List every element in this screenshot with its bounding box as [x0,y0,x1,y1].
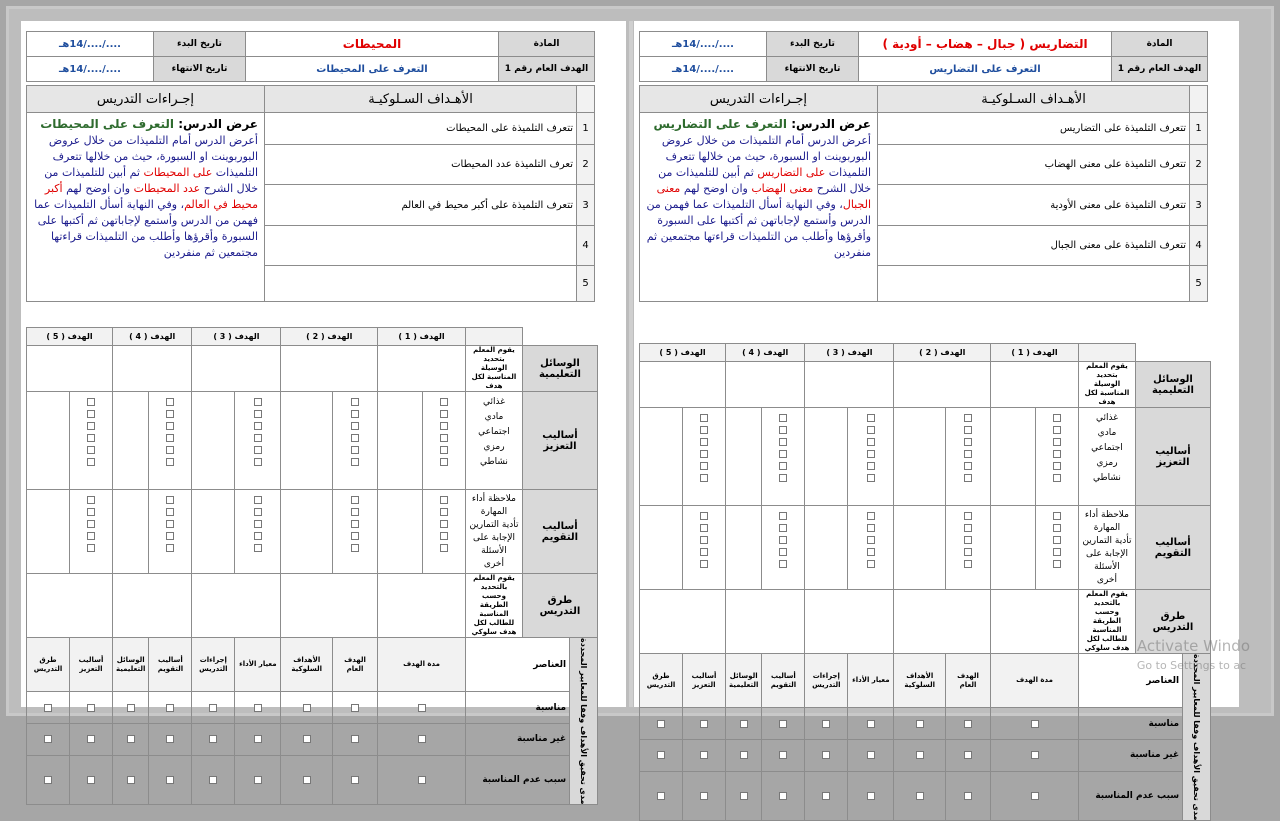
checkbox[interactable] [351,446,359,454]
proc-line2a: تتعرف التلميذات [665,150,871,179]
rating-checkbox[interactable] [964,720,972,728]
checkbox[interactable] [700,438,708,446]
rating-checkbox[interactable] [964,751,972,759]
document-frame [6,6,1274,821]
goal-header: الهدف ( 2 ) [281,328,378,346]
checkbox[interactable] [700,512,708,520]
rating-checkbox[interactable] [127,776,135,784]
teaching-aids-label: الوسائل التعليمية [522,346,597,392]
rating-checkbox[interactable] [303,735,311,743]
criteria-header: أساليب التعزيز [683,654,726,708]
checkbox[interactable] [779,474,787,482]
rating-checkbox[interactable] [127,735,135,743]
proc-title-value: التعرف على المحيطات [40,117,174,131]
checkbox[interactable] [440,446,448,454]
objective-text: تتعرف التلميذة على معنى الأودية [878,185,1190,226]
checkbox[interactable] [779,524,787,532]
criteria-header: الوسائل التعليمية [112,638,149,692]
criteria-header: أساليب التقويم [149,638,192,692]
rating-checkbox[interactable] [916,792,924,800]
checkbox[interactable] [440,458,448,466]
subject-value: التضاريس ( جبال – هضاب – أودية ) [859,32,1112,57]
criteria-header: مدة الهدف [378,638,466,692]
page-divider [629,21,633,707]
objective-number: 1 [577,113,595,145]
checkbox[interactable] [254,410,262,418]
rating-checkbox[interactable] [1031,720,1039,728]
checkbox[interactable] [700,474,708,482]
objective-text: تتعرف التلميذة على معنى الجبال [878,226,1190,266]
checkbox[interactable] [867,524,875,532]
checkbox[interactable] [964,512,972,520]
checkbox[interactable] [351,434,359,442]
checkbox[interactable] [867,426,875,434]
checkbox[interactable] [964,560,972,568]
checkbox[interactable] [700,548,708,556]
rating-checkbox[interactable] [822,751,830,759]
rating-checkbox[interactable] [1031,751,1039,759]
evaluation-label: أساليب التقويم [1135,506,1210,590]
checkbox[interactable] [440,496,448,504]
checkbox[interactable] [87,458,95,466]
rating-checkbox[interactable] [166,735,174,743]
checkbox[interactable] [440,544,448,552]
procedures-cell [640,113,878,302]
criteria-header: أساليب التعزيز [70,638,113,692]
objective-text: تتعرف التلميذة على معنى الهضاب [878,145,1190,185]
general-goal-value: التعرف على التضاريس [859,57,1112,82]
end-date-value: ..../..../14هـ [640,57,767,82]
rating-checkbox[interactable] [418,735,426,743]
checkbox[interactable] [779,548,787,556]
objective-number: 3 [1190,185,1208,226]
checkbox[interactable] [440,410,448,418]
checkbox[interactable] [351,496,359,504]
rating-checkbox[interactable] [254,776,262,784]
proc-line2c: ثم أبين للتلميذات من خلال الشرح [44,166,258,195]
reinforcement-list: غذائي مادي اجتماعي رمزي نشاطي [1079,408,1136,506]
start-date-value: ..../..../14هـ [640,32,767,57]
methods-label: طرق التدريس [1135,590,1210,654]
rating-label: سبب عدم المناسبة [1079,771,1183,821]
proc-line2e: وان اوضح لهم [66,182,131,195]
lesson-evaluation-table [639,343,1211,821]
rating-checkbox[interactable] [867,720,875,728]
teaching-aids-label: الوسائل التعليمية [1135,362,1210,408]
rating-checkbox[interactable] [1031,792,1039,800]
objective-number: 3 [577,185,595,226]
checkbox[interactable] [166,446,174,454]
checkbox[interactable] [87,434,95,442]
proc-line2f: معنى الجبال [656,182,871,211]
proc-line3: ، وفي النهاية أسأل التلميذات عما فهمن من الدرس وأستمع لإجاباتهن ثم أكتبها على السبورة وأقرؤها وأطلب من التلميذات قراءتها مجتمعين ثم منفردين [646,198,871,259]
watermark-line1: Activate Windo [1136,637,1250,655]
watermark-line2: Go to Settings to ac [1136,659,1247,672]
rating-checkbox[interactable] [700,792,708,800]
rating-label: سبب عدم المناسبة [466,755,570,805]
goal-header: الهدف ( 1 ) [378,328,466,346]
rating-label: غير مناسبة [466,723,570,755]
checkbox[interactable] [440,434,448,442]
criteria-header: إجراءات التدريس [192,638,235,692]
left-page [21,21,626,805]
checkbox[interactable] [87,508,95,516]
checkbox[interactable] [440,508,448,516]
rating-checkbox[interactable] [209,704,217,712]
methods-label: طرق التدريس [522,574,597,638]
checkbox[interactable] [166,434,174,442]
checkbox[interactable] [254,446,262,454]
rating-label: مناسبة [1079,708,1183,740]
right-page [634,21,1239,821]
lesson-header-table [26,31,595,82]
rating-checkbox[interactable] [740,720,748,728]
rating-checkbox[interactable] [87,735,95,743]
rating-checkbox[interactable] [351,704,359,712]
rating-checkbox[interactable] [87,704,95,712]
rating-checkbox[interactable] [779,751,787,759]
rating-label: غير مناسبة [1079,739,1183,771]
checkbox[interactable] [964,450,972,458]
evaluation-list: ملاحظة أداء المهارة تأدية التمارين الإجابة على الأسئلة أخرى [1079,506,1136,590]
checkbox[interactable] [867,450,875,458]
objective-number: 5 [1190,266,1208,302]
checkbox[interactable] [964,524,972,532]
rating-checkbox[interactable] [964,792,972,800]
checkbox[interactable] [166,496,174,504]
checkbox[interactable] [87,544,95,552]
proc-title-value: التعرف على التضاريس [653,117,787,131]
checkbox[interactable] [166,398,174,406]
achievement-label: مدى تحقيق الأهداف وفقا للمعايير المحددة [1183,654,1211,821]
checkbox[interactable] [440,398,448,406]
checkbox[interactable] [964,414,972,422]
checkbox[interactable] [351,520,359,528]
checkbox[interactable] [254,520,262,528]
checkbox[interactable] [87,520,95,528]
checkbox[interactable] [700,426,708,434]
objective-number: 1 [1190,113,1208,145]
lesson-header-table [639,31,1208,82]
rating-checkbox[interactable] [418,776,426,784]
methods-note: يقوم المعلم بالتحديد وحسب الطريقة المناسبة للطالب لكل هدف سلوكي [466,574,523,638]
checkbox[interactable] [700,414,708,422]
checkbox[interactable] [700,536,708,544]
start-date-label: تاريخ البدء [154,32,246,57]
rating-checkbox[interactable] [867,751,875,759]
checkbox[interactable] [166,508,174,516]
checkbox[interactable] [867,548,875,556]
goal-header: الهدف ( 4 ) [725,344,804,362]
checkbox[interactable] [779,512,787,520]
checkbox[interactable] [1053,426,1061,434]
checkbox[interactable] [779,560,787,568]
proc-title-label: عرض الدرس: [791,117,871,131]
rating-checkbox[interactable] [254,704,262,712]
checkbox[interactable] [1053,450,1061,458]
criteria-header: معيار الأداء [848,654,894,708]
checkbox[interactable] [964,536,972,544]
teaching-aids-note: يقوم المعلم بتحديد الوسيلة المناسبة لكل هدف [1079,362,1136,408]
procedures-header: إجـراءات التدريس [640,86,878,113]
proc-line3: ، وفي النهاية أسأل التلميذات عما فهمن من الدرس وأستمع لإجاباتهن ثم أكتبها على السبورة وأقرؤها وأطلب من التلميذات قراءتها مجتمعين ثم منفردين [34,198,258,259]
checkbox[interactable] [867,462,875,470]
rating-checkbox[interactable] [351,776,359,784]
checkbox[interactable] [779,414,787,422]
rating-checkbox[interactable] [822,720,830,728]
checkbox[interactable] [351,422,359,430]
checkbox[interactable] [1053,548,1061,556]
checkbox[interactable] [254,496,262,504]
checkbox[interactable] [1053,438,1061,446]
end-date-label: تاريخ الانتهاء [767,57,859,82]
objective-text: تعرف التلميذة عدد المحيطات [265,145,577,185]
checkbox[interactable] [867,512,875,520]
checkbox[interactable] [351,410,359,418]
rating-checkbox[interactable] [822,792,830,800]
checkbox[interactable] [351,532,359,540]
rating-checkbox[interactable] [209,735,217,743]
checkbox[interactable] [1053,474,1061,482]
criteria-header: الهدف العام [332,638,377,692]
checkbox[interactable] [964,438,972,446]
checkbox[interactable] [166,458,174,466]
rating-checkbox[interactable] [166,776,174,784]
checkbox[interactable] [779,438,787,446]
checkbox[interactable] [166,544,174,552]
methods-note: يقوم المعلم بالتحديد وحسب الطريقة المناسبة للطالب لكل هدف سلوكي [1079,590,1136,654]
rating-checkbox[interactable] [127,704,135,712]
checkbox[interactable] [700,560,708,568]
rating-checkbox[interactable] [916,751,924,759]
rating-checkbox[interactable] [657,751,665,759]
checkbox[interactable] [254,434,262,442]
goal-header: الهدف ( 1 ) [991,344,1079,362]
checkbox[interactable] [440,520,448,528]
criteria-header: طرق التدريس [27,638,70,692]
objectives-header: الأهـداف السـلوكيـة [265,86,577,113]
criteria-header: أساليب التقويم [762,654,805,708]
rating-checkbox[interactable] [916,720,924,728]
checkbox[interactable] [166,410,174,418]
rating-checkbox[interactable] [700,751,708,759]
checkbox[interactable] [1053,512,1061,520]
checkbox[interactable] [351,544,359,552]
proc-line2b: على التضاريس [757,166,826,179]
end-date-value: ..../..../14هـ [27,57,154,82]
checkbox[interactable] [166,532,174,540]
rating-checkbox[interactable] [351,735,359,743]
checkbox[interactable] [87,410,95,418]
start-date-label: تاريخ البدء [767,32,859,57]
objective-number: 5 [577,266,595,302]
criteria-header: معيار الأداء [235,638,281,692]
criteria-header: الوسائل التعليمية [725,654,762,708]
checkbox[interactable] [254,458,262,466]
proc-line2b: على المحيطات [143,166,213,179]
procedures-cell [27,113,265,302]
objective-text: تتعرف التلميذة على أكبر محيط في العالم [265,185,577,226]
checkbox[interactable] [254,398,262,406]
checkbox[interactable] [1053,462,1061,470]
checkbox[interactable] [1053,524,1061,532]
proc-line2d: عدد المحيطات [133,182,201,195]
criteria-header: الأهداف السلوكية [894,654,946,708]
reinforcement-list: غذائي مادي اجتماعي رمزي نشاطي [466,392,523,490]
rating-checkbox[interactable] [779,792,787,800]
general-goal-label: الهدف العام رقم 1 [1112,57,1208,82]
checkbox[interactable] [779,536,787,544]
goal-header: الهدف ( 3 ) [192,328,281,346]
subject-label: المادة [1112,32,1208,57]
rating-checkbox[interactable] [740,751,748,759]
rating-label: مناسبة [466,692,570,724]
criteria-header: طرق التدريس [640,654,683,708]
teaching-aids-note: يقوم المعلم بتحديد الوسيلة المناسبة لكل هدف [466,346,523,392]
rating-checkbox[interactable] [254,735,262,743]
evaluation-label: أساليب التقويم [522,490,597,574]
checkbox[interactable] [440,422,448,430]
checkbox[interactable] [779,462,787,470]
checkbox[interactable] [87,446,95,454]
checkbox[interactable] [964,426,972,434]
objective-text [878,266,1190,302]
objective-number: 2 [577,145,595,185]
checkbox[interactable] [87,422,95,430]
checkbox[interactable] [351,458,359,466]
checkbox[interactable] [254,532,262,540]
checkbox[interactable] [1053,560,1061,568]
proc-line2c: ثم أبين للتلميذات من خلال الشرح [658,166,871,195]
end-date-label: تاريخ الانتهاء [154,57,246,82]
checkbox[interactable] [351,508,359,516]
checkbox[interactable] [700,450,708,458]
checkbox[interactable] [779,450,787,458]
rating-checkbox[interactable] [44,735,52,743]
rating-checkbox[interactable] [657,720,665,728]
general-goal-label: الهدف العام رقم 1 [499,57,595,82]
subject-value: المحيطات [246,32,499,57]
achievement-label: مدى تحقيق الأهداف وفقا للمعايير المحددة [570,638,598,805]
checkbox[interactable] [87,496,95,504]
rating-checkbox[interactable] [303,704,311,712]
checkbox[interactable] [166,520,174,528]
elements-label: العناصر [466,638,570,692]
objective-number: 2 [1190,145,1208,185]
checkbox[interactable] [351,398,359,406]
checkbox[interactable] [1053,414,1061,422]
activation-watermark [1137,636,1250,676]
proc-line2d: معنى الهضاب [751,182,814,195]
rating-checkbox[interactable] [700,720,708,728]
reinforcement-label: أساليب التعزيز [522,392,597,490]
checkbox[interactable] [867,474,875,482]
rating-checkbox[interactable] [44,704,52,712]
checkbox[interactable] [964,462,972,470]
start-date-value: ..../..../14هـ [27,32,154,57]
rating-checkbox[interactable] [657,792,665,800]
general-goal-value: التعرف على المحيطات [246,57,499,82]
checkbox[interactable] [87,398,95,406]
rating-checkbox[interactable] [418,704,426,712]
proc-line1: أعرض الدرس أمام التلميذات من خلال عروض البوربوينت او السبورة، حيث من خلالها [661,134,871,163]
checkbox[interactable] [87,532,95,540]
checkbox[interactable] [867,438,875,446]
objective-text: تتعرف التلميذة على التضاريس [878,113,1190,145]
objective-number: 4 [577,226,595,266]
rating-checkbox[interactable] [87,776,95,784]
checkbox[interactable] [254,544,262,552]
checkbox[interactable] [254,508,262,516]
objective-text [265,226,577,266]
criteria-header: الأهداف السلوكية [281,638,333,692]
rating-checkbox[interactable] [209,776,217,784]
rating-checkbox[interactable] [166,704,174,712]
elements-label: العناصر [1079,654,1183,708]
procedures-header: إجـراءات التدريس [27,86,265,113]
goal-header: الهدف ( 5 ) [640,344,726,362]
checkbox[interactable] [254,422,262,430]
criteria-header: إجراءات التدريس [805,654,848,708]
objectives-procedures-table [639,85,1208,302]
evaluation-list: ملاحظة أداء المهارة تأدية التمارين الإجابة على الأسئلة أخرى [466,490,523,574]
rating-checkbox[interactable] [779,720,787,728]
proc-line2a: تتعرف التلميذات [52,150,258,179]
proc-line1: أعرض الدرس أمام التلميذات من خلال عروض البوربوينت او السبورة، حيث من خلالها [48,134,258,163]
goal-header: الهدف ( 4 ) [112,328,191,346]
proc-line2e: وان اوضح لهم [683,182,748,195]
checkbox[interactable] [867,560,875,568]
lesson-evaluation-table [26,327,598,805]
rating-checkbox[interactable] [303,776,311,784]
checkbox[interactable] [964,474,972,482]
checkbox[interactable] [867,536,875,544]
rating-checkbox[interactable] [867,792,875,800]
proc-line2f: أكبر محيط في العالم [44,182,258,211]
criteria-header: الهدف العام [945,654,990,708]
objective-number: 4 [1190,226,1208,266]
rating-checkbox[interactable] [740,792,748,800]
rating-checkbox[interactable] [44,776,52,784]
objective-text [265,266,577,302]
subject-label: المادة [499,32,595,57]
objectives-procedures-table [26,85,595,302]
checkbox[interactable] [964,548,972,556]
checkbox[interactable] [166,422,174,430]
objectives-header: الأهـداف السـلوكيـة [878,86,1190,113]
checkbox[interactable] [700,462,708,470]
checkbox[interactable] [779,426,787,434]
checkbox[interactable] [700,524,708,532]
goal-header: الهدف ( 5 ) [27,328,113,346]
objective-text: تتعرف التلميذة على المحيطات [265,113,577,145]
proc-title-label: عرض الدرس: [178,117,258,131]
checkbox[interactable] [1053,536,1061,544]
checkbox[interactable] [867,414,875,422]
reinforcement-label: أساليب التعزيز [1135,408,1210,506]
goal-header: الهدف ( 3 ) [805,344,894,362]
goal-header: الهدف ( 2 ) [894,344,991,362]
criteria-header: مدة الهدف [991,654,1079,708]
checkbox[interactable] [440,532,448,540]
